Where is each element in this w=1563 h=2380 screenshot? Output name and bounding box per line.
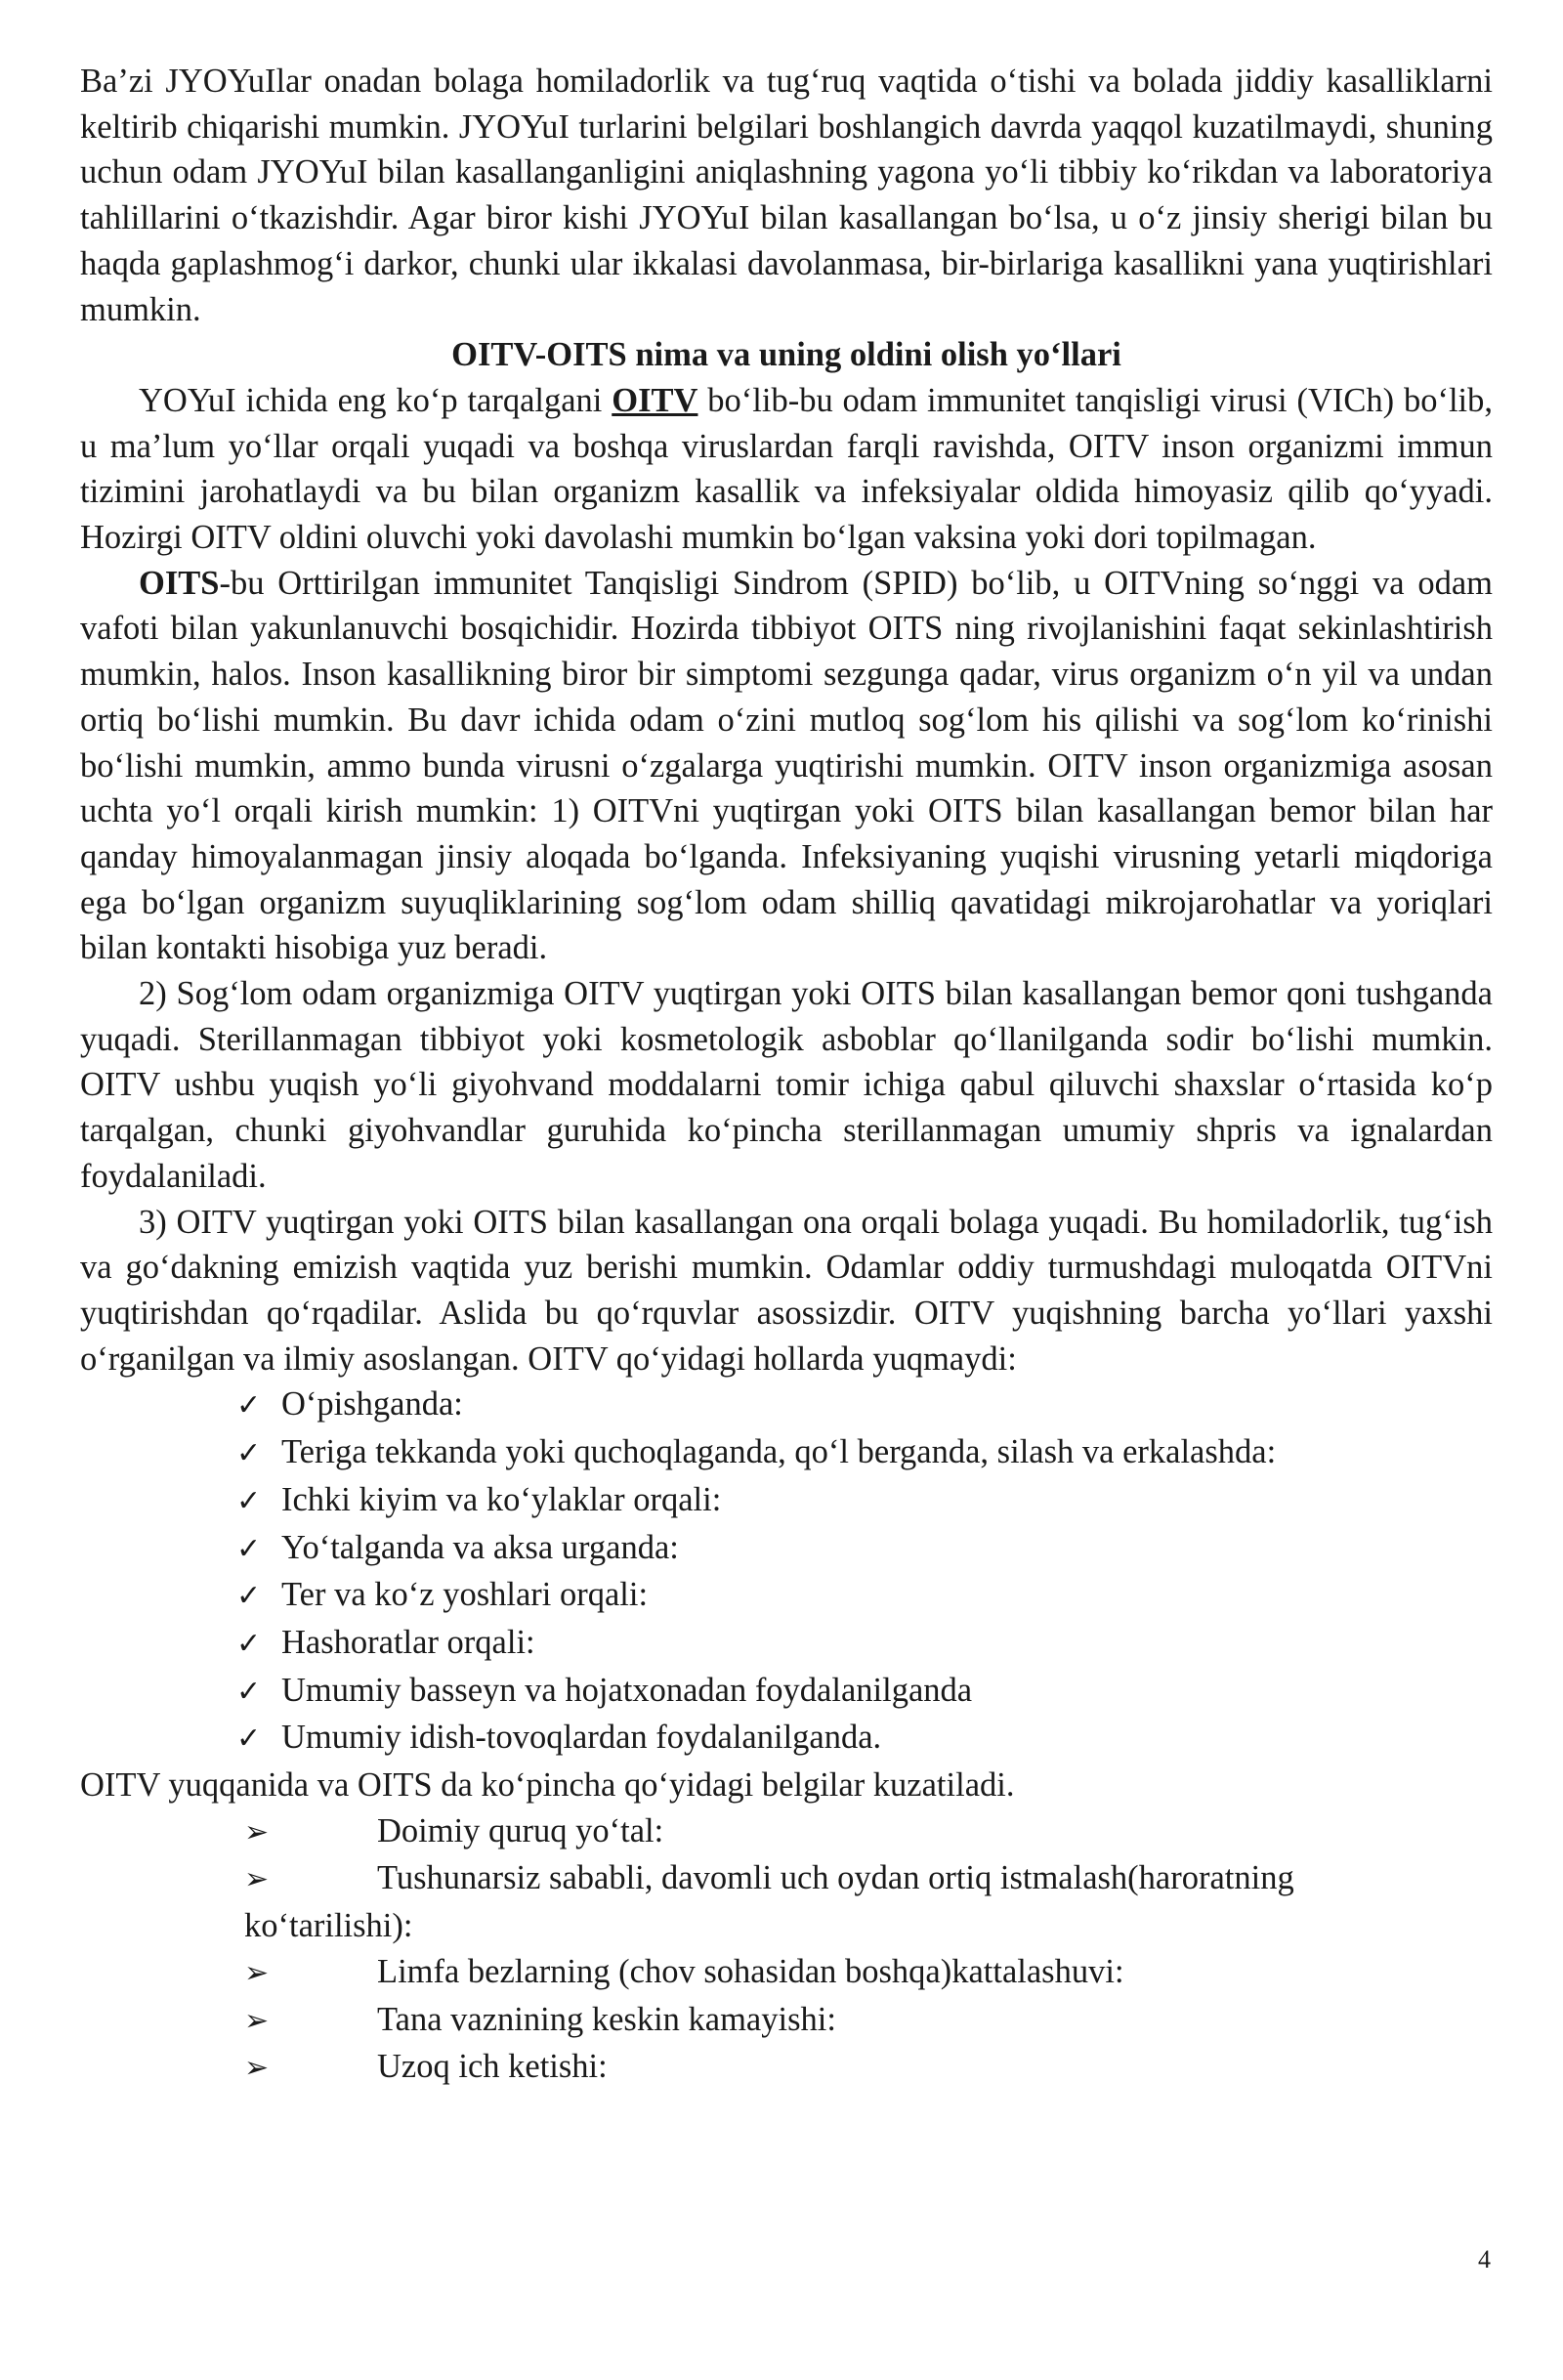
list-item-text: Teriga tekkanda yoki quchoqlaganda, qo‘l berganda, silash va erkalashda:	[281, 1433, 1277, 1471]
list-item	[244, 2044, 1493, 2092]
check-icon: ✓	[236, 1483, 262, 1518]
check-icon: ✓	[236, 1626, 262, 1661]
list-item-text: Yo‘talganda va aksa urganda:	[281, 1528, 679, 1566]
check-icon: ✓	[236, 1674, 262, 1709]
arrow-bullet-icon: ➢	[244, 1955, 270, 1990]
list-item	[244, 1855, 1493, 1903]
check-icon: ✓	[236, 1388, 262, 1424]
arrow-bullet-icon: ➢	[244, 1862, 270, 1897]
list-item	[244, 1949, 1493, 1997]
paragraph-oits-after: -bu Orttirilgan immunitet Tanqisligi Sindrom (SPID) bo‘lib, u OITVning so‘nggi va odam vafoti bilan yakunlanuvchi bosqichidir. Hozirda tibbiyot OITS ning rivojlanishini faqat sekinlashtirish mumkin, halos. Inson kasallikning biror bir simptomi sezgunga qadar, virus organizm o‘n yil va undan ortiq bo‘lishi mumkin. Bu davr ichida odam o‘zini mutloq sog‘lom his qilishi va sog‘lom ko‘rinishi bo‘lishi mumkin, ammo bunda virusni o‘zgalarga yuqtirishi mumkin. OITV inson organizmiga asosan uchta yo‘l orqali kirish mumkin: 1) OITVni yuqtirgan yoki OITS bilan kasallangan bemor bilan har qanday himoyalanmagan jinsiy aloqada bo‘lganda. Infeksiyaning yuqishi virusning yetarli miqdoriga ega bo‘lgan organizm suyuqliklarining sog‘lom odam shilliq qavatidagi mikrojarohatlar va yoriqlari bilan kontakti hisobiga yuz beradi.	[80, 564, 1493, 967]
non-transmission-list	[80, 1381, 1493, 1763]
paragraph-intro: Ba’zi JYOYuIlar onadan bolaga homiladorlik va tug‘ruq vaqtida o‘tishi va bolada jiddiy kasalliklarni keltirib chiqarishi mumkin. JYOYuI turlarini belgilari boshlangich davrda yaqqol kuzatilmaydi, shuning uchun odam JYOYuI bilan kasallanganligini aniqlashning yagona yo‘li tibbiy ko‘rikdan va laboratoriya tahlillarini o‘tkazishdir. Agar biror kishi JYOYuI bilan kasallangan bo‘lsa, u o‘z jinsiy sherigi bilan bu haqda gaplashmog‘i darkor, chunki ular ikkalasi davolanmasa, bir-birlariga kasallikni yana yuqtirishlari mumkin.	[80, 63, 1493, 328]
list-item	[236, 1715, 1493, 1763]
list-item-text: Limfa bezlarning (chov sohasidan boshqa)kattalashuvi:	[377, 1952, 1124, 1990]
paragraph-oitv	[80, 378, 1493, 561]
list-item-text: Ter va ko‘z yoshlari orqali:	[281, 1576, 649, 1614]
term-oitv: OITV	[612, 381, 698, 419]
term-oits: OITS	[139, 564, 220, 602]
list-item-text: Umumiy idish-tovoqlardan foydalanilganda.	[281, 1719, 882, 1757]
paragraph-route-2: 2) Sog‘lom odam organizmiga OITV yuqtirgan yoki OITS bilan kasallangan bemor qoni tushganda yuqadi. Sterillanmagan tibbiyot yoki kosmetologik asboblar qo‘llanilganda sodir bo‘lishi mumkin. OITV ushbu yuqish yo‘li giyohvand moddalarni tomir ichiga qabul qiluvchi shaxslar o‘rtasida ko‘p tarqalgan, chunki giyohvandlar guruhida ko‘pincha sterillanmagan umumiy shpris va ignalardan foydalaniladi.	[80, 975, 1493, 1195]
check-icon: ✓	[236, 1579, 262, 1614]
list-item	[236, 1477, 1493, 1525]
page-number: 4	[1478, 2245, 1491, 2274]
paragraph-route-3: 3) OITV yuqtirgan yoki OITS bilan kasallangan ona orqali bolaga yuqadi. Bu homiladorlik, tug‘ish va go‘dakning emizish vaqtida yuz berishi mumkin. Odamlar oddiy turmushdagi muloqatda OITVni yuqtirishdan qo‘rqadilar. Aslida bu qo‘rquvlar asossizdir. OITV yuqishning barcha yo‘llari yaxshi o‘rganilgan va ilmiy asoslangan. OITV qo‘yidagi hollarda yuqmaydi:	[80, 1203, 1493, 1378]
list-item	[244, 1997, 1493, 2045]
list-item-text: Hashoratlar orqali:	[281, 1623, 535, 1661]
section-heading: OITV-OITS nima va uning oldini olish yo‘llari	[451, 336, 1121, 374]
symptoms-intro: OITV yuqqanida va OITS da ko‘pincha qo‘yidagi belgilar kuzatiladi.	[80, 1766, 1015, 1805]
check-icon: ✓	[236, 1531, 262, 1566]
list-item	[236, 1668, 1493, 1716]
check-icon: ✓	[236, 1721, 262, 1757]
list-item	[236, 1620, 1493, 1668]
list-item-text: Tushunarsiz sababli, davomli uch oydan ortiq istmalash(haroratning	[377, 1859, 1294, 1897]
paragraph-oits	[80, 561, 1493, 971]
arrow-bullet-icon: ➢	[244, 2003, 270, 2038]
list-item	[236, 1525, 1493, 1573]
list-item	[236, 1572, 1493, 1620]
list-item	[236, 1429, 1493, 1477]
arrow-bullet-icon: ➢	[244, 1814, 270, 1849]
list-item-text: Ichki kiyim va ko‘ylaklar orqali:	[281, 1480, 722, 1518]
list-item-text: Doimiy quruq yo‘tal:	[377, 1811, 664, 1849]
paragraph-oitv-after: bo‘lib-bu odam immunitet tanqisligi virusi (VICh) bo‘lib, u ma’lum yo‘llar orqali yuqadi va boshqa viruslardan farqli ravishda, OITV inson organizmi immun tizimini jarohatlaydi va bu bilan organizm kasallik va infeksiyalar oldida himoyasiz qilib qo‘yyadi. Hozirgi OITV oldini oluvchi yoki davolashi mumkin bo‘lgan vaksina yoki dori topilmagan.	[80, 381, 1493, 557]
list-item-continuation: ko‘tarilishi):	[244, 1907, 413, 1945]
list-item	[244, 1808, 1493, 1856]
symptoms-list	[80, 1808, 1493, 2092]
list-item	[236, 1381, 1493, 1429]
list-item-text: O‘pishganda:	[281, 1385, 463, 1424]
arrow-bullet-icon: ➢	[244, 2051, 270, 2086]
check-icon: ✓	[236, 1436, 262, 1471]
list-item-text: Tana vaznining keskin kamayishi:	[377, 2000, 836, 2038]
paragraph-oitv-before: YOYuI ichida eng ko‘p tarqalgani	[139, 381, 613, 419]
list-item-text: Umumiy basseyn va hojatxonadan foydalanilganda	[281, 1671, 973, 1709]
list-item-text: Uzoq ich ketishi:	[377, 2048, 608, 2086]
